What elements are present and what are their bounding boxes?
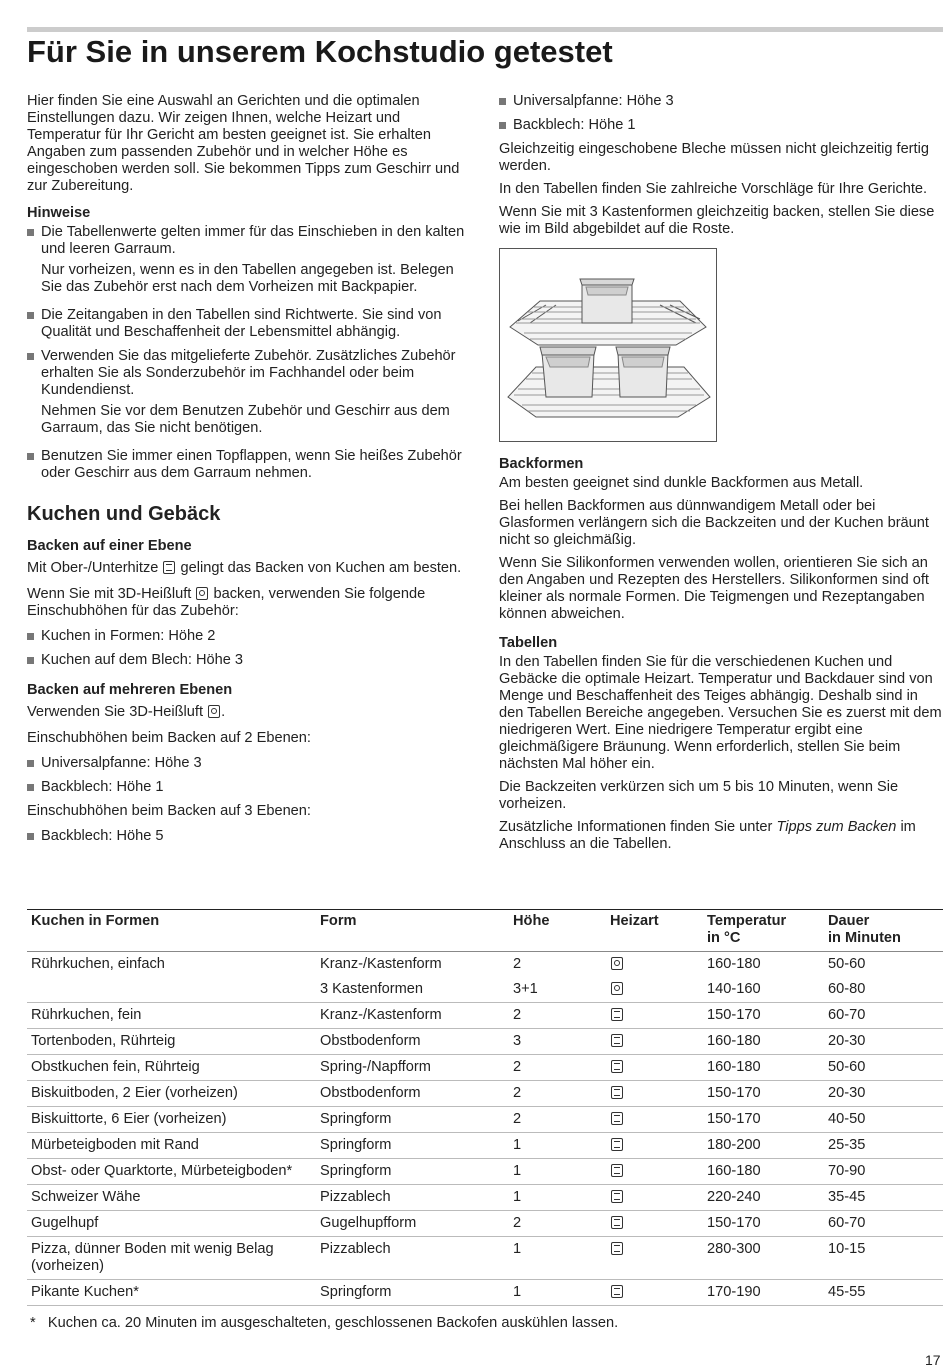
paragraph: Wenn Sie Silikonformen verwenden wollen, orientieren Sie sich an den Angaben und Rezepten des Herstellers. Silikonformen sind oft kleiner als normale Formen. Die Teigmengen und Rezeptangaben können abweichen. [499, 555, 929, 622]
cell-hoehe: 2 [509, 1211, 606, 1237]
bullet-icon [27, 784, 34, 791]
3d-heissluft-icon [611, 957, 623, 970]
cell-heizart [606, 1029, 703, 1055]
cell-form: Pizzablech [316, 1185, 509, 1211]
table-row [27, 1107, 943, 1133]
cell-kuchen: Gugelhupf [27, 1211, 316, 1237]
paragraph: Mit Ober-/Unterhitze gelingt das Backen von Kuchen am besten. [27, 560, 462, 576]
cell-hoehe: 2 [509, 1003, 606, 1029]
cell-form: Obstbodenform [316, 1081, 509, 1107]
oven-racks-drawing [500, 249, 716, 441]
cell-dauer: 20-30 [824, 1081, 943, 1107]
cell-heizart [606, 952, 703, 978]
paragraph: Einschubhöhen beim Backen auf 3 Ebenen: [27, 803, 311, 819]
cell-kuchen [27, 977, 316, 1003]
list-item: Benutzen Sie immer einen Topflappen, wenn Sie heißes Zubehör oder Geschirr aus dem Garraum nehmen. [27, 448, 472, 482]
cell-form: Kranz-/Kastenform [320, 956, 442, 972]
cell-heizart [606, 1185, 703, 1211]
cell-hoehe: 1 [509, 1159, 606, 1185]
paragraph: In den Tabellen finden Sie zahlreiche Vorschläge für Ihre Gerichte. [499, 181, 928, 197]
cell-form: 3 Kastenformen [316, 977, 509, 1003]
table-row [27, 1133, 943, 1159]
cell-kuchen: Mürbeteigboden mit Rand [27, 1133, 316, 1159]
einschub-list [27, 828, 472, 845]
cell-dauer: 20-30 [824, 1029, 943, 1055]
bullet-icon [27, 353, 34, 360]
bullet-icon [499, 98, 506, 105]
einschub-list [27, 628, 472, 669]
cell-heizart [606, 1133, 703, 1159]
cell-form: Springform [316, 1107, 509, 1133]
cell-heizart [606, 977, 703, 1003]
subsection-heading: Backen auf einer Ebene [27, 538, 192, 554]
ober-unterhitze-icon [611, 1242, 623, 1255]
kuchen-table [27, 909, 943, 1306]
table-row [27, 977, 943, 1003]
bullet-icon [27, 833, 34, 840]
table-row [27, 1029, 943, 1055]
list-item: Die Zeitangaben in den Tabellen sind Richtwerte. Sie sind von Qualität und Beschaffenheit der Lebensmittel abhängig. [27, 307, 472, 341]
3d-heissluft-icon [196, 587, 208, 600]
col-header-dauer: Dauer in Minuten [824, 910, 943, 952]
cell-hoehe: 2 [509, 1081, 606, 1107]
col-header-hoehe: Höhe [509, 910, 606, 952]
ober-unterhitze-icon [611, 1138, 623, 1151]
hinweise-heading: Hinweise [27, 205, 91, 221]
paragraph: Wenn Sie mit 3 Kastenformen gleichzeitig backen, stellen Sie diese wie im Bild abgebildet auf die Roste. [499, 204, 935, 237]
top-rule [27, 27, 943, 32]
cell-dauer: 50-60 [824, 1055, 943, 1081]
table-row [27, 1237, 943, 1280]
bullet-icon [27, 312, 34, 319]
cell-hoehe: 3+1 [509, 977, 606, 1003]
hinweise-list [27, 448, 472, 482]
ober-unterhitze-icon [611, 1008, 623, 1021]
cell-temperatur: 180-200 [703, 1133, 824, 1159]
paragraph: Bei hellen Backformen aus dünnwandigem Metall oder bei Glasformen verlängern sich die Backzeiten und der Kuchen bräunt nicht so gleichmäßig. [499, 498, 929, 548]
cell-temperatur: 160-180 [707, 956, 761, 972]
cell-kuchen: Rührkuchen, einfach [31, 956, 165, 972]
cell-temperatur: 160-180 [703, 1055, 824, 1081]
ober-unterhitze-icon [611, 1190, 623, 1203]
list-item: Verwenden Sie das mitgelieferte Zubehör. Zusätzliches Zubehör erhalten Sie als Sonderzubehör im Fachhandel oder beim Kundendienst. [27, 348, 472, 399]
table-row [27, 1081, 943, 1107]
cell-kuchen: Rührkuchen, fein [27, 1003, 316, 1029]
section-heading: Kuchen und Gebäck [27, 503, 221, 525]
kastenformen-illustration [499, 248, 717, 442]
cell-dauer: 60-70 [824, 1211, 943, 1237]
table-row [27, 1055, 943, 1081]
cell-dauer: 35-45 [824, 1185, 943, 1211]
tipps-reference: Tipps zum Backen [776, 819, 897, 835]
cell-form: Pizzablech [316, 1237, 509, 1280]
cell-kuchen: Biskuittorte, 6 Eier (vorheizen) [27, 1107, 316, 1133]
paragraph: In den Tabellen finden Sie für die verschiedenen Kuchen und Gebäcke die optimale Heizart. Temperatur und Backdauer sind von Menge und Beschaffenheit des Teiges abhängig. Deshalb sind in den Tabellen Bereiche angegeben. Versuchen Sie es zuerst mit dem niedrigeren Wert. Eine niedrigere Temperatur ergibt eine gleichmäßigere Bräunung. Wenn erforderlich, stellen Sie beim nächsten Mal höher ein. [499, 654, 942, 772]
cell-heizart [606, 1159, 703, 1185]
hinweise-list [27, 224, 472, 258]
paragraph: Die Backzeiten verkürzen sich um 5 bis 10 Minuten, wenn Sie vorheizen. [499, 779, 899, 812]
paragraph: Am besten geeignet sind dunkle Backformen aus Metall. [499, 475, 864, 491]
cell-heizart [606, 1280, 703, 1306]
list-item: Backblech: Höhe 1 [499, 117, 943, 134]
ober-unterhitze-icon [611, 1285, 623, 1298]
cell-hoehe: 1 [509, 1237, 606, 1280]
cell-dauer: 60-70 [824, 1003, 943, 1029]
table-row [27, 1185, 943, 1211]
3d-heissluft-icon [611, 982, 623, 995]
ober-unterhitze-icon [611, 1216, 623, 1229]
table-row [27, 952, 943, 978]
paragraph: Gleichzeitig eingeschobene Bleche müssen nicht gleichzeitig fertig werden. [499, 141, 929, 174]
cell-hoehe: 1 [509, 1133, 606, 1159]
bullet-icon [27, 633, 34, 640]
intro-paragraph: Hier finden Sie eine Auswahl an Gerichten und die optimalen Einstellungen dazu. Wir zeigen Ihnen, welche Heizart und Temperatur für Ihr Gericht am besten geeignet ist. Sie erhalten Angaben zum passenden Zubehör und in welcher Höhe es eingeschoben werden soll. Sie bekommen Tipps zum Geschirr und zur Zubereitung. [27, 93, 460, 194]
col-header-form: Form [316, 910, 509, 952]
paragraph: Wenn Sie mit 3D-Heißluft backen, verwenden Sie folgende Einschubhöhen für das Zubehör: [27, 586, 426, 619]
ober-unterhitze-icon [611, 1060, 623, 1073]
table-row [27, 1159, 943, 1185]
cell-dauer: 25-35 [824, 1133, 943, 1159]
cell-hoehe: 1 [509, 1185, 606, 1211]
cell-form: Obstbodenform [316, 1029, 509, 1055]
hinweise-continuation: Nehmen Sie vor dem Benutzen Zubehör und Geschirr aus dem Garraum, das Sie nicht benötigen. [41, 403, 450, 436]
list-item: Backblech: Höhe 5 [27, 828, 472, 845]
einschub-list [499, 93, 943, 134]
cell-heizart [606, 1237, 703, 1280]
list-item: Die Tabellenwerte gelten immer für das Einschieben in den kalten und leeren Garraum. [27, 224, 472, 258]
cell-dauer: 40-50 [824, 1107, 943, 1133]
backformen-heading: Backformen [499, 456, 584, 472]
cell-temperatur: 150-170 [703, 1211, 824, 1237]
cell-hoehe: 2 [509, 1055, 606, 1081]
right-column [499, 93, 943, 859]
col-header-kuchen: Kuchen in Formen [27, 910, 316, 952]
cell-hoehe: 3 [509, 1029, 606, 1055]
col-header-heizart: Heizart [606, 910, 703, 952]
cell-heizart [606, 1107, 703, 1133]
bullet-icon [499, 122, 506, 129]
ober-unterhitze-icon [163, 561, 175, 574]
cell-heizart [606, 1081, 703, 1107]
page-number: 17 [925, 1352, 941, 1368]
footnote: * Kuchen ca. 20 Minuten im ausgeschalteten, geschlossenen Backofen auskühlen lassen. [30, 1315, 619, 1331]
col-header-temperatur: Temperatur in °C [703, 910, 824, 952]
cell-temperatur: 160-180 [703, 1029, 824, 1055]
table-row [27, 1280, 943, 1306]
cell-form: Kranz-/Kastenform [316, 1003, 509, 1029]
ober-unterhitze-icon [611, 1086, 623, 1099]
cell-dauer: 50-60 [828, 956, 866, 972]
table-row [27, 1211, 943, 1237]
cell-kuchen: Obst- oder Quarktorte, Mürbeteigboden* [27, 1159, 316, 1185]
cell-temperatur: 280-300 [703, 1237, 824, 1280]
cell-temperatur: 150-170 [703, 1081, 824, 1107]
cell-kuchen: Tortenboden, Rührteig [27, 1029, 316, 1055]
cell-dauer: 60-80 [824, 977, 943, 1003]
bullet-icon [27, 657, 34, 664]
cell-temperatur: 140-160 [703, 977, 824, 1003]
cell-heizart [606, 1003, 703, 1029]
cell-hoehe: 2 [509, 1107, 606, 1133]
list-item: Kuchen in Formen: Höhe 2 [27, 628, 472, 645]
cell-temperatur: 150-170 [703, 1003, 824, 1029]
hinweise-continuation: Nur vorheizen, wenn es in den Tabellen angegeben ist. Belegen Sie das Zubehör erst nach dem Vorheizen mit Backpapier. [41, 262, 454, 295]
cell-temperatur: 160-180 [703, 1159, 824, 1185]
bullet-icon [27, 760, 34, 767]
paragraph: Zusätzliche Informationen finden Sie unter Tipps zum Backen im Anschluss an die Tabellen. [499, 819, 916, 852]
page-title: Für Sie in unserem Kochstudio getestet [27, 34, 613, 69]
cell-form: Gugelhupfform [316, 1211, 509, 1237]
cell-temperatur: 170-190 [703, 1280, 824, 1306]
bullet-icon [27, 453, 34, 460]
cell-form: Springform [316, 1159, 509, 1185]
cell-heizart [606, 1211, 703, 1237]
cell-temperatur: 220-240 [703, 1185, 824, 1211]
paragraph: Einschubhöhen beim Backen auf 2 Ebenen: [27, 730, 311, 746]
cell-hoehe: 1 [509, 1280, 606, 1306]
cell-form: Spring-/Napfform [316, 1055, 509, 1081]
cell-dauer: 70-90 [824, 1159, 943, 1185]
ober-unterhitze-icon [611, 1164, 623, 1177]
subsection-heading: Backen auf mehreren Ebenen [27, 682, 233, 698]
list-item: Universalpfanne: Höhe 3 [27, 755, 472, 772]
cell-form: Springform [316, 1280, 509, 1306]
3d-heissluft-icon [208, 705, 220, 718]
cell-kuchen: Obstkuchen fein, Rührteig [27, 1055, 316, 1081]
cell-kuchen: Schweizer Wähe [27, 1185, 316, 1211]
left-column [27, 93, 472, 852]
cell-kuchen: Pizza, dünner Boden mit wenig Belag (vorheizen) [27, 1237, 316, 1280]
cell-form: Springform [316, 1133, 509, 1159]
cell-temperatur: 150-170 [703, 1107, 824, 1133]
table-body [27, 952, 943, 1306]
tabellen-heading: Tabellen [499, 635, 558, 651]
cell-dauer: 10-15 [824, 1237, 943, 1280]
cell-kuchen: Biskuitboden, 2 Eier (vorheizen) [27, 1081, 316, 1107]
list-item: Backblech: Höhe 1 [27, 779, 472, 796]
cell-heizart [606, 1055, 703, 1081]
cell-dauer: 45-55 [824, 1280, 943, 1306]
table-header-row [27, 910, 943, 952]
bullet-icon [27, 229, 34, 236]
list-item: Kuchen auf dem Blech: Höhe 3 [27, 652, 472, 669]
ober-unterhitze-icon [611, 1112, 623, 1125]
table-row [27, 1003, 943, 1029]
hinweise-list [27, 307, 472, 399]
einschub-list [27, 755, 472, 796]
cell-hoehe: 2 [513, 956, 522, 972]
list-item: Universalpfanne: Höhe 3 [499, 93, 943, 110]
cell-kuchen: Pikante Kuchen* [27, 1280, 316, 1306]
paragraph: Verwenden Sie 3D-Heißluft . [27, 704, 226, 720]
ober-unterhitze-icon [611, 1034, 623, 1047]
